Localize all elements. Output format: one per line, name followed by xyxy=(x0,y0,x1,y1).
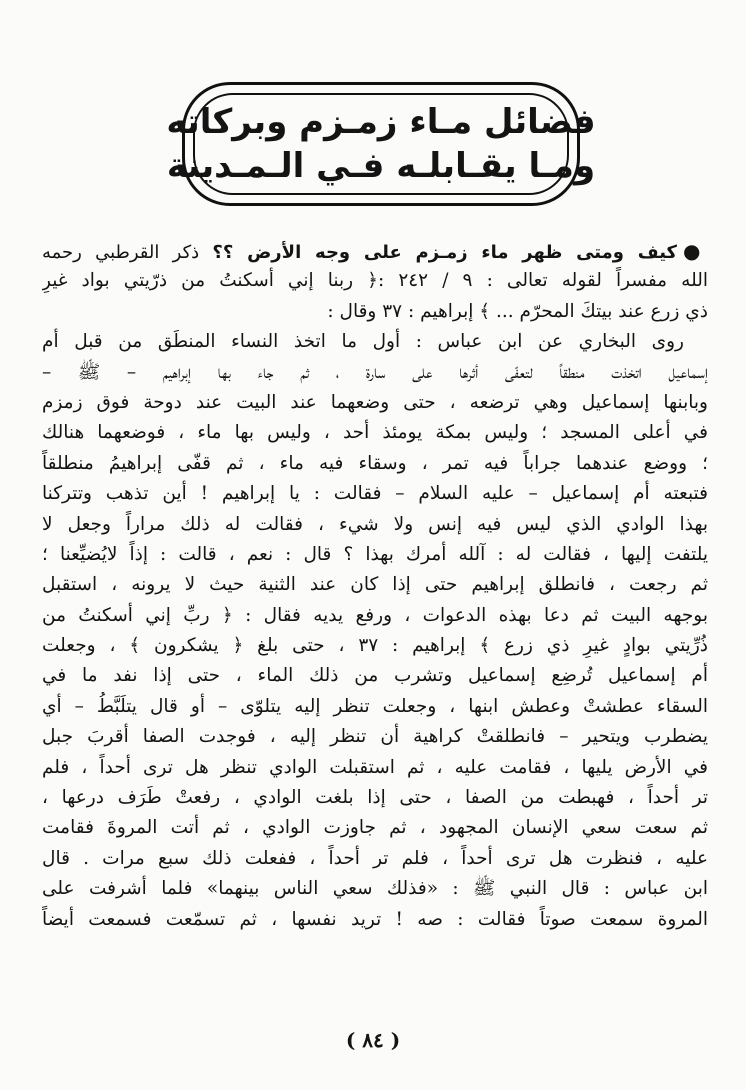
title-frame xyxy=(166,82,596,206)
text-line: ذي زرع عند بيتكَ المحرّم ... ﴾ إبراهيم : ٣٧ وقال : xyxy=(327,300,708,322)
text-line: ذكر القرطبي رحمه xyxy=(42,242,200,263)
text-line: ابن عباس : قال النبي ﷺ : «فذلك سعي الناس بينهما» فلما أشرفت على xyxy=(42,878,708,900)
section-heading: كيف ومتى ظهر ماء زمـزم على وجه الأرض ؟؟ xyxy=(212,242,678,263)
body-text xyxy=(42,236,708,935)
page-number: ( ٨٤ ) xyxy=(345,1028,401,1052)
text-line: إسماعيل اتخذت منطقاً لتعفّى أثرها على سارة ، ثم جاء بها إبراهيم – ﷺ – xyxy=(42,361,708,383)
text-line: في أعلى المسجد ؛ وليس بمكة يومئذ أحد ، وليس بها ماء ، فوضعهما هنالك xyxy=(42,422,708,444)
text-line: يلتفت إليها ، فقالت له : آلله أمرك بهذا ؟ قال : نعم ، قالت : إذاً لايُضيِّعنا ؛ xyxy=(42,543,708,565)
title-line-2: ومـا يقـابلـه فـي الـمـدينة xyxy=(166,146,596,186)
text-line: ثم سعت سعي الإنسان المجهود ، ثم جاوزت الوادي ، ثم أتت المروةَ فقامت xyxy=(42,817,708,839)
text-line: تر أحداً ، فهبطت من الصفا ، حتى إذا بلغت الوادي ، رفعتْ طَرَف درعها ، xyxy=(42,787,708,809)
text-line: وبابنها إسماعيل وهي ترضعه ، حتى وضعهما عند البيت عند دوحة فوق زمزم xyxy=(42,391,708,413)
text-line: المروة سمعت صوتاً فقالت : صه ! تريد نفسها ، ثم تسمّعت فسمعت أيضاً xyxy=(42,908,708,930)
text-line: فتبعته أم إسماعيل – عليه السلام – فقالت : يا إبراهيم ! أين تذهب وتتركنا xyxy=(42,483,708,505)
text-line: ثم رجعت ، فانطلق إبراهيم حتى إذا كان عند الثنية حيث لا يرونه ، استقبل xyxy=(42,574,708,596)
text-line: السقاء عطشتْ وعطش ابنها ، وجعلت تنظر إليه يتلوّى – أو قال يتلَبَّطُ – أي xyxy=(42,695,708,717)
text-line: أم إسماعيل تُرضِع إسماعيل وتشرب من ذلك الماء ، حتى إذا نفد ما في xyxy=(42,665,708,687)
text-line: يضطرب ويتحير – فانطلقتْ كراهية أن تنظر إليه ، فوجدت الصفا أقربَ جبل xyxy=(42,726,708,748)
text-line: روى البخاري عن ابن عباس : أول ما اتخذ النساء المنطَق من قبل أم xyxy=(42,331,684,353)
text-line: ؛ ووضع عندهما جراباً فيه تمر ، وسقاء فيه ماء ، ثم قفّى إبراهيمُ منطلقاً xyxy=(42,452,708,474)
text-line: الله مفسراً لقوله تعالى : ٩ / ٢٤٢ :﴿ ربنا إني أسكنتُ من ذرّيتي بواد غيرِ xyxy=(42,270,708,292)
text-line: عليه ، فنظرت هل ترى أحداً ، فلم تر أحداً ، ففعلت ذلك سبع مرات . قال xyxy=(42,847,708,869)
title-inner-frame xyxy=(166,93,596,195)
bullet-icon: ● xyxy=(683,239,708,263)
text-line: بهذا الوادي الذي ليس فيه إنس ولا شيء ، فقالت له ذلك مراراً وجعل لا xyxy=(42,513,708,535)
title-line-1: فضائل مـاء زمـزم وبركاته xyxy=(166,102,596,142)
text-line: في الأرض يليها ، فقامت عليه ، ثم استقبلت الوادي تنظر هل ترى أحداً ، فلم xyxy=(42,756,708,778)
text-line: ذُرِّيتي بوادٍ غيرِ ذي زرع ﴾ إبراهيم : ٣٧ ، حتى بلغ ﴿ يشكرون ﴾ ، وجعلت xyxy=(42,635,708,657)
text-line: بوجهه البيت ثم دعا بهذه الدعوات ، ورفع يديه فقال : ﴿ ربِّ إني أسكنتُ من xyxy=(42,604,708,626)
heading-line xyxy=(42,236,708,266)
